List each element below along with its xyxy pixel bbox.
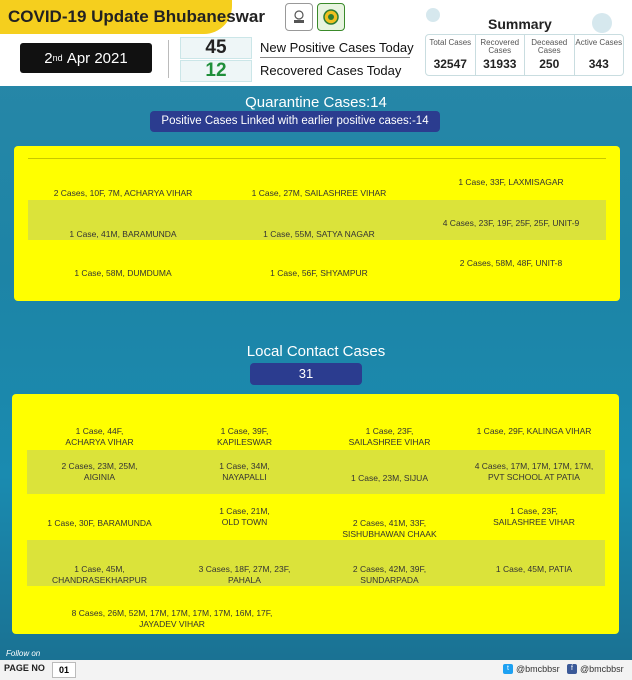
new-positive-label: New Positive Cases Today — [260, 40, 414, 55]
emblem-icon — [285, 3, 313, 31]
case-cell: 8 Cases, 26M, 52M, 17M, 17M, 17M, 17M, 16M, 17F, JAYADEV VIHAR — [71, 608, 273, 629]
case-cell: 1 Case, 23F, SAILASHREE VIHAR — [348, 426, 431, 447]
summary-label: Deceased Cases — [531, 38, 568, 55]
summary-title: Summary — [488, 16, 552, 32]
case-cell: 1 Case, 58M, DUMDUMA — [74, 268, 172, 278]
case-cell: 1 Case, 45M, CHANDRASEKHARPUR — [52, 564, 147, 585]
follow-on-label: Follow on — [6, 649, 41, 658]
facebook-handle: @bmcbbsr — [580, 664, 624, 674]
case-cell: 2 Cases, 23M, 25M, AIGINIA — [61, 461, 138, 482]
case-cell: 1 Case, 30F, BARAMUNDA — [47, 518, 152, 528]
summary-value: 31933 — [483, 57, 517, 71]
summary-label: Recovered Cases — [480, 38, 520, 55]
local-contact-panel — [12, 394, 619, 634]
case-cell: 1 Case, 56F, SHYAMPUR — [270, 268, 368, 278]
case-cell: 1 Case, 44F, ACHARYA VIHAR — [65, 426, 134, 447]
date-day: 2 — [44, 49, 53, 67]
summary-active — [575, 35, 624, 75]
recovered-label: Recovered Cases Today — [260, 63, 402, 78]
facebook-icon: f — [567, 664, 577, 674]
virus-decoration-icon — [420, 2, 446, 28]
page-number: 01 — [52, 662, 76, 678]
case-cell: 1 Case, 33F, LAXMISAGAR — [458, 177, 564, 187]
summary-value: 343 — [588, 57, 609, 71]
summary-table — [425, 34, 624, 76]
case-cell: 1 Case, 21M, OLD TOWN — [219, 506, 270, 527]
summary-value: 250 — [539, 57, 560, 71]
case-cell: 1 Case, 45M, PATIA — [495, 564, 573, 574]
summary-recovered — [476, 35, 526, 75]
facebook-link[interactable] — [567, 664, 624, 674]
panel-divider — [28, 158, 606, 159]
case-cell: 4 Cases, 23F, 19F, 25F, 25F, UNIT-9 — [442, 218, 580, 228]
case-cell: 2 Cases, 42M, 39F, SUNDARPADA — [352, 564, 427, 585]
case-cell: 1 Case, 39F, KAPILESWAR — [217, 426, 272, 447]
case-cell: 2 Cases, 10F, 7M, ACHARYA VIHAR — [53, 188, 193, 198]
new-positive-count: 45 — [180, 37, 252, 59]
date-display — [20, 43, 152, 73]
recovered-count: 12 — [180, 60, 252, 82]
case-cell: 1 Case, 23M, SIJUA — [350, 473, 428, 483]
summary-label: Active Cases — [575, 38, 623, 47]
stat-divider — [260, 57, 410, 58]
title-banner — [0, 0, 265, 34]
case-cell: 1 Case, 27M, SAILASHREE VIHAR — [251, 188, 387, 198]
date-suffix: nd — [52, 53, 63, 63]
summary-deceased — [525, 35, 575, 75]
summary-total — [426, 35, 476, 75]
summary-label: Total Cases — [429, 38, 472, 47]
case-cell: 2 Cases, 58M, 48F, UNIT-8 — [459, 258, 563, 268]
local-contact-count: 31 — [250, 363, 362, 385]
linked-cases-badge: Positive Cases Linked with earlier positive cases:-14 — [150, 111, 440, 132]
summary-value: 32547 — [433, 57, 467, 71]
case-cell: 4 Cases, 17M, 17M, 17M, 17M, PVT SCHOOL AT PATIA — [474, 461, 594, 482]
twitter-handle: @bmcbbsr — [516, 664, 560, 674]
twitter-link[interactable] — [503, 664, 560, 674]
page-title: COVID-19 Update Bhubaneswar — [8, 7, 265, 26]
page-number-label: PAGE NO — [4, 663, 45, 673]
local-contact-title: Local Contact Cases — [246, 343, 386, 360]
header — [0, 0, 632, 86]
case-cell: 3 Cases, 18F, 27M, 23F, PAHALA — [198, 564, 291, 585]
divider — [168, 40, 169, 78]
case-cell: 1 Case, 23F, SAILASHREE VIHAR — [493, 506, 575, 527]
quarantine-panel — [14, 146, 620, 301]
twitter-icon: t — [503, 664, 513, 674]
case-cell: 1 Case, 34M, NAYAPALLI — [219, 461, 270, 482]
case-cell: 1 Case, 55M, SATYA NAGAR — [263, 229, 375, 239]
date-rest: Apr 2021 — [66, 49, 128, 67]
case-cell: 2 Cases, 41M, 33F, SISHUBHAWAN CHAAK — [342, 518, 437, 539]
case-cell: 1 Case, 41M, BARAMUNDA — [69, 229, 177, 239]
quarantine-title: Quarantine Cases:14 — [245, 94, 387, 111]
case-cell: 1 Case, 29F, KALINGA VIHAR — [476, 426, 592, 436]
bmc-logo-icon — [317, 3, 345, 31]
